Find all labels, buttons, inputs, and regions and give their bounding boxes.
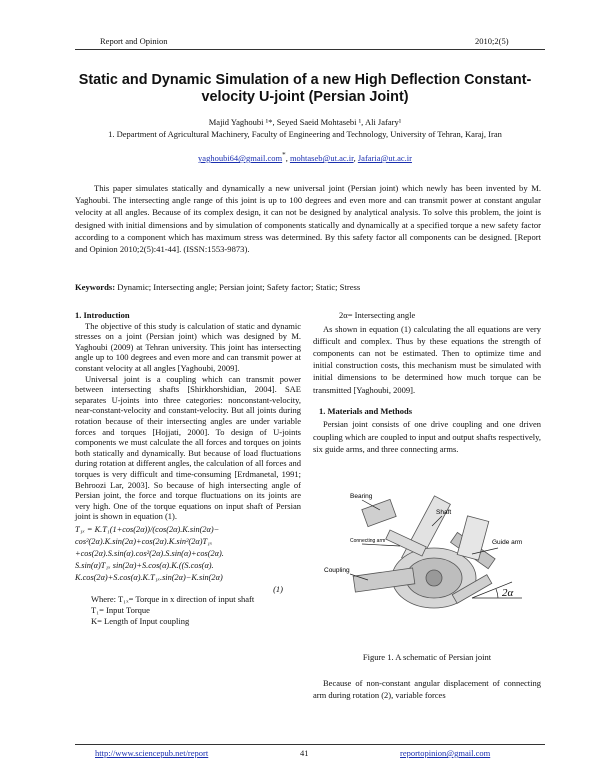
- figure-label-guide-arm: Guide arm: [492, 539, 523, 546]
- where-line: Where: T₁ₓ= Torque in x direction of input shaft: [91, 594, 255, 605]
- where-line: K= Length of Input coupling: [91, 615, 190, 626]
- where-block: [75, 594, 301, 626]
- figure-label-shaft: Shaft: [436, 509, 452, 516]
- persian-joint-schematic: [322, 486, 542, 634]
- section-heading-introduction: 1. Introduction: [75, 310, 130, 320]
- abstract: This paper simulates statically and dynamically a new universal joint (Persian joint) which newly has been invented by M. Yaghoubi. The intersecting angle range of this joint is up to 100 degrees and even more and can transmit power at constant angular velocity at all angles. Because of its complex design, it can not be designed by analytical analysis. To solve this problem, the joint is designed with initial dimensions and by simulation of components statically and dynamically at a specified torque a new safety factor according to a component which has maximum stress was determined. By this safety factor all components can be designed. [Report and Opinion 2010;2(5):41-44]. (ISSN:1553-9873).: [75, 183, 541, 255]
- author-list: Majid Yaghoubi ¹*, Seyed Saeid Mohtasebi ¹, Ali Jafary¹: [208, 117, 402, 127]
- equation-1: [75, 524, 301, 595]
- methods-paragraph-2-text: Because of non-constant angular displacement of connecting arm during rotation (2), variable forces: [313, 678, 541, 701]
- figure-label-bearing: Bearing: [350, 493, 373, 500]
- methods-paragraph-1: Persian joint consists of one drive coupling and one driven coupling which are coupled to input and output shafts respectively, six guide arms, and three connecting arms.: [313, 419, 541, 454]
- equation-line: +cos(2α).S.sin(α).cos²(2α).S.sin(α)+cos(2α).: [75, 548, 224, 558]
- affiliation: 1. Department of Agricultural Machinery, Faculty of Engineering and Technology, University of Tehran, Karaj, Iran: [108, 129, 502, 139]
- email-line: yaghoubi64@gmail.com*, mohtaseb@ut.ac.ir, Jafaria@ut.ac.ir: [198, 151, 412, 163]
- equation-line: K.cos(2α)+S.cos(α).K.T₁ₓ.sin(2α)−K.sin(2α): [75, 572, 223, 582]
- equation-line: S.sin(α)T₁ₓ sin(2α)+S.cos(α).K.((S.cos(α).: [75, 560, 214, 570]
- equation-line: T₁ₓ = K.T₁(1+cos(2α))/(cos(2α).K.sin(2α)−: [75, 524, 220, 534]
- equation-number: (1): [273, 583, 283, 594]
- keywords-label: Keywords:: [75, 282, 116, 292]
- running-header-journal: Report and Opinion: [100, 36, 168, 46]
- section-heading-methods: 1. Materials and Methods: [319, 405, 413, 416]
- intro-paragraph-2: Universal joint is a coupling which can transmit power between intersecting shafts [Shirkhorshidian, 2004]. SAE separates U-joints into three categories: nonconstant-velocity, near-constant-velocity and constant-velocity. But all joints during rotation because of their intersecting angles are under variable forces and torques [Hojjati, 2000]. To design of U-joints components we must calculate the all forces and torques on joints both statically and dynamically. But because of load fluctuations during rotation at different angles, the calculation of all forces and torques is very difficult and time-consuming [Erdmanetal, 1991; Behroozi Lar, 2003]. So because of high intersecting angle of Persian joint, the force and torque fluctuations on its joints are very high. One of the torque equations on input shaft of Persian joint is shown in equation (1).: [75, 373, 301, 522]
- left-column: [75, 310, 301, 626]
- header-rule: [75, 49, 545, 50]
- page-number: 41: [300, 748, 309, 758]
- keywords-text: Dynamic; Intersecting angle; Persian joint; Safety factor; Static; Stress: [117, 282, 361, 292]
- figure-persian-joint: [322, 486, 542, 634]
- figure-label-angle: 2α: [502, 587, 514, 599]
- right-column: [313, 310, 541, 455]
- footer-contact-email[interactable]: reportopinion@gmail.com: [400, 748, 491, 758]
- running-header-issue: 2010;2(5): [475, 36, 509, 46]
- footer-rule: [75, 744, 545, 745]
- figure-caption: Figure 1. A schematic of Persian joint: [362, 652, 492, 662]
- methods-paragraph-2: [313, 677, 541, 701]
- intro-paragraph-1: The objective of this study is calculation of static and dynamic stresses on a joint (Persian joint) which was designed by M. Yaghoubi (2009) at Tehran university. This joint has intersecting angle up to 100 degrees and even more and can transmit power at constant velocity at all angles [Yaghoubi, 2009].: [75, 320, 301, 373]
- right-paragraph-1: As shown in equation (1) calculating the all equations are very difficult and complex. Thus by these equations the strength of components can not be estimated. Then to optimize time and initial construction costs, this mechanism must be simulated with initial dimensions to be determined how much torque can be transmitted [Yaghoubi, 2009].: [313, 323, 541, 395]
- keywords-line: [75, 282, 541, 292]
- where-line: T₁= Input Torque: [91, 605, 150, 616]
- footer-journal-url[interactable]: http://www.sciencepub.net/report: [95, 748, 209, 758]
- email-link-3[interactable]: Jafaria@ut.ac.ir: [357, 152, 412, 163]
- paper-title: Static and Dynamic Simulation of a new High Deflection Constant-velocity U-joint (Persian Joint): [78, 72, 532, 105]
- email-link-1[interactable]: yaghoubi64@gmail.com: [198, 152, 283, 163]
- equation-line: cos²(2α).K.sin(2α)+cos(2α).K.sin²(2α)T₁ₓ: [75, 536, 213, 546]
- figure-label-coupling: Coupling: [324, 567, 350, 574]
- figure-label-connecting-arm: Connecting arm: [350, 538, 386, 544]
- alpha-definition: 2α= Intersecting angle: [339, 310, 416, 320]
- email-link-2[interactable]: mohtaseb@ut.ac.ir: [289, 152, 354, 163]
